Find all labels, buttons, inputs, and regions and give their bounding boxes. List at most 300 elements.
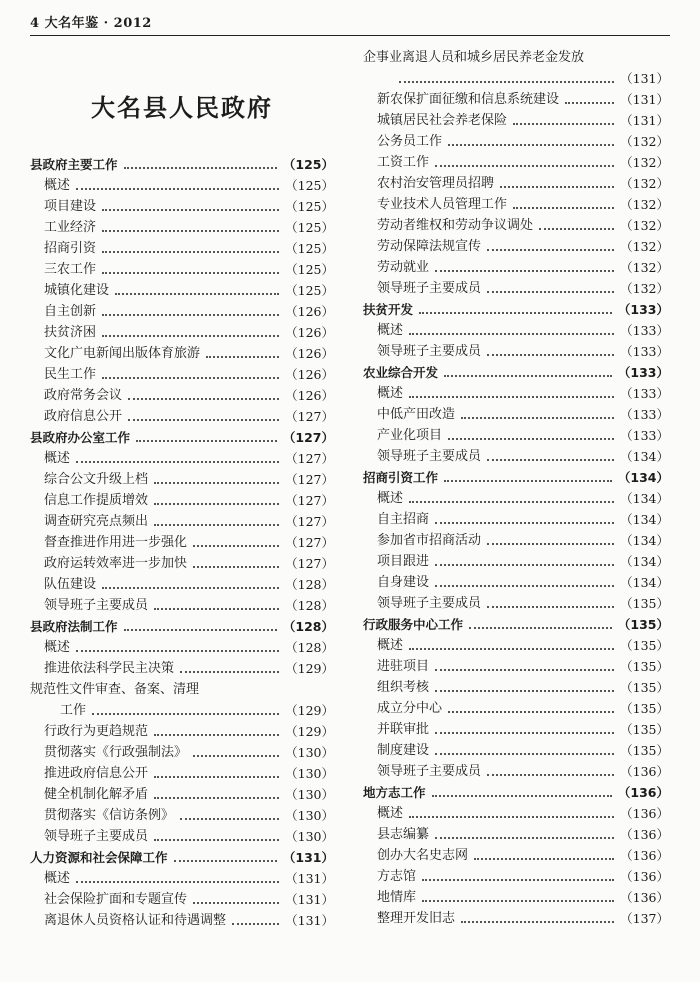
dot-leader: [435, 270, 614, 272]
toc-entry: [30, 299, 334, 320]
dot-leader: [193, 545, 279, 547]
toc-page-number: （136）: [620, 848, 669, 863]
toc-page-number: （129）: [285, 661, 334, 676]
toc-entry: [363, 570, 669, 591]
dot-leader: [500, 186, 614, 188]
dot-leader: [102, 230, 279, 232]
toc-entry: [30, 551, 334, 572]
toc-page-number: （135）: [620, 701, 669, 716]
toc-page-number: （133）: [620, 407, 669, 422]
toc-entry: [363, 906, 669, 927]
toc-page-number: （126）: [285, 304, 334, 319]
toc-entry-label: 推进政府信息公开: [44, 766, 149, 781]
toc-entry-label: 方志馆: [377, 869, 417, 884]
toc-entry-label: 扶贫济困: [44, 325, 97, 340]
dot-leader: [102, 335, 279, 337]
toc-entry: [30, 824, 334, 845]
dot-leader: [513, 207, 614, 209]
toc-entry: [363, 486, 669, 507]
toc-entry-label: 政府运转效率进一步加快: [44, 556, 188, 571]
toc-entry-label: 概述: [377, 386, 404, 401]
toc-section-heading: [363, 780, 669, 801]
dot-leader: [448, 711, 614, 713]
toc-page-number: （131）: [285, 871, 334, 886]
toc-entry-label: 信息工作提质增效: [44, 493, 149, 508]
toc-entry-label: 城镇居民社会养老保险: [377, 113, 508, 128]
dot-leader: [193, 902, 279, 904]
dot-leader: [565, 102, 614, 104]
dot-leader: [487, 249, 614, 251]
toc-entry-label: 进驻项目: [377, 659, 430, 674]
dot-leader: [444, 375, 612, 377]
toc-page-number: （133）: [620, 344, 669, 359]
toc-entry-label: 制度建设: [377, 743, 430, 758]
dot-leader: [102, 377, 279, 379]
toc-page-number: （134）: [617, 470, 669, 485]
dot-leader: [513, 123, 614, 125]
toc-entry-label: 概述: [44, 178, 71, 193]
toc-entry-label: 领导班子主要成员: [377, 449, 482, 464]
toc-entry-label: 贯彻落实《信访条例》: [44, 808, 175, 823]
toc-page-number: （134）: [620, 449, 669, 464]
toc-page-number: （128）: [285, 640, 334, 655]
dot-leader: [154, 734, 279, 736]
dot-leader: [76, 188, 279, 190]
toc-page-number: （134）: [620, 512, 669, 527]
toc-entry-label: 健全机制化解矛盾: [44, 787, 149, 802]
toc-entry-label: 行政行为更趋规范: [44, 724, 149, 739]
dot-leader: [487, 291, 614, 293]
toc-entry-label: 规范性文件审查、备案、清理: [30, 682, 200, 697]
toc-entry-label: 整理开发旧志: [377, 911, 456, 926]
toc-entry-label: 公务员工作: [377, 134, 443, 149]
toc-entry-label: 概述: [377, 806, 404, 821]
toc-entry-label: 督查推进作用进一步强化: [44, 535, 188, 550]
dot-leader: [76, 650, 279, 652]
dot-leader: [432, 795, 612, 797]
toc-entry-label: 政府常务会议: [44, 388, 123, 403]
toc-page-number: （127）: [285, 409, 334, 424]
toc-entry: [30, 194, 334, 215]
toc-entry-label: 县志编纂: [377, 827, 430, 842]
dot-leader: [180, 818, 279, 820]
toc-entry: [363, 255, 669, 276]
toc-entry-label: 劳动者维权和劳动争议调处: [377, 218, 534, 233]
dot-leader: [444, 480, 612, 482]
toc-page-number: （132）: [620, 176, 669, 191]
toc-page-number: （136）: [620, 764, 669, 779]
toc-page-number: （137）: [620, 911, 669, 926]
toc-entry-label: 综合公文升级上档: [44, 472, 149, 487]
toc-entry: [363, 549, 669, 570]
toc-entry: [363, 696, 669, 717]
toc-entry-label: 地情库: [377, 890, 417, 905]
toc-page-number: （125）: [285, 241, 334, 256]
toc-entry-label: 农业综合开发: [363, 365, 439, 380]
toc-entry: [363, 213, 669, 234]
toc-entry-label: 社会保险扩面和专题宣传: [44, 892, 188, 907]
toc-column-right: [363, 45, 669, 927]
toc-entry: [30, 530, 334, 551]
dot-leader: [461, 417, 614, 419]
toc-entry-label: 三农工作: [44, 262, 97, 277]
toc-entry-label: 产业化项目: [377, 428, 443, 443]
dot-leader: [232, 923, 279, 925]
toc-entry-label: 民生工作: [44, 367, 97, 382]
toc-entry-label: 新农保扩面征缴和信息系统建设: [377, 92, 560, 107]
toc-entry: [30, 887, 334, 908]
toc-entry: [363, 528, 669, 549]
toc-page-number: （132）: [620, 281, 669, 296]
dot-leader: [461, 921, 614, 923]
toc-page-number: （131）: [285, 892, 334, 907]
dot-leader: [539, 228, 614, 230]
toc-entry-label: 工业经济: [44, 220, 97, 235]
toc-page-number: （126）: [285, 346, 334, 361]
toc-entry-label: 推进依法科学民主决策: [44, 661, 175, 676]
toc-page-number: （128）: [282, 619, 334, 634]
dot-leader: [435, 564, 614, 566]
toc-entry-label: 行政服务中心工作: [363, 617, 464, 632]
toc-entry-label: 领导班子主要成员: [44, 598, 149, 613]
dot-leader: [409, 501, 614, 503]
toc-entry: [363, 66, 669, 87]
dot-leader: [180, 671, 279, 673]
toc-entry: [363, 171, 669, 192]
dot-leader: [102, 251, 279, 253]
toc-page-number: （127）: [285, 493, 334, 508]
running-head: 4 大名年鉴 · 2012: [30, 16, 152, 31]
dot-leader: [422, 900, 614, 902]
toc-page-number: （125）: [285, 262, 334, 277]
toc-section-heading: [30, 152, 334, 173]
toc-entry-label: 工作: [60, 703, 87, 718]
dot-leader: [435, 837, 614, 839]
dot-leader: [128, 419, 279, 421]
dot-leader: [102, 314, 279, 316]
toc-page-number: （136）: [620, 806, 669, 821]
toc-page-number: （135）: [620, 659, 669, 674]
toc-section-heading: [30, 614, 334, 635]
toc-entry: [30, 593, 334, 614]
toc-entry: [30, 236, 334, 257]
dot-leader: [487, 354, 614, 356]
dot-leader: [435, 585, 614, 587]
dot-leader: [487, 606, 614, 608]
toc-entry: [363, 801, 669, 822]
dot-leader: [419, 312, 612, 314]
dot-leader: [102, 272, 279, 274]
toc-entry: [30, 656, 334, 677]
toc-section-heading: [363, 465, 669, 486]
toc-entry: [363, 654, 669, 675]
toc-page-number: （132）: [620, 260, 669, 275]
toc-page-number: （125）: [285, 283, 334, 298]
toc-page-number: （133）: [620, 386, 669, 401]
toc-page-number: （130）: [285, 829, 334, 844]
toc-section-heading: [363, 297, 669, 318]
toc-entry: [30, 215, 334, 236]
dot-leader: [76, 461, 279, 463]
toc-entry-label: 项目建设: [44, 199, 97, 214]
toc-entry-label: 招商引资工作: [363, 470, 439, 485]
page-title: 大名县人民政府: [91, 93, 273, 122]
toc-entry-label: 政府信息公开: [44, 409, 123, 424]
toc-entry: [30, 467, 334, 488]
toc-page-number: （125）: [282, 157, 334, 172]
toc-entry: [30, 383, 334, 404]
toc-page-number: （131）: [620, 71, 669, 86]
toc-page-number: （129）: [285, 703, 334, 718]
toc-page-number: （125）: [285, 178, 334, 193]
toc-entry-label: 队伍建设: [44, 577, 97, 592]
dot-leader: [422, 879, 614, 881]
toc-page-number: （128）: [285, 598, 334, 613]
toc-entry-label: 概述: [44, 871, 71, 886]
toc-entry: [363, 822, 669, 843]
toc-entry: [363, 276, 669, 297]
toc-entry: [363, 150, 669, 171]
toc-entry-label: 离退休人员资格认证和待遇调整: [44, 913, 227, 928]
toc-entry-label: 参加省市招商活动: [377, 533, 482, 548]
toc-entry: [363, 45, 669, 66]
dot-leader: [193, 566, 279, 568]
dot-leader: [124, 629, 277, 631]
toc-entry: [363, 675, 669, 696]
toc-page-number: （134）: [620, 554, 669, 569]
toc-entry: [30, 341, 334, 362]
toc-page-number: （130）: [285, 808, 334, 823]
toc-entry-label: 工资工作: [377, 155, 430, 170]
toc-entry-label: 人力资源和社会保障工作: [30, 850, 168, 865]
toc-page-number: （135）: [620, 743, 669, 758]
toc-entry-label: 县政府主要工作: [30, 157, 118, 172]
toc-page-number: （134）: [620, 533, 669, 548]
toc-page-number: （130）: [285, 745, 334, 760]
toc-entry-label: 概述: [44, 640, 71, 655]
toc-page-number: （130）: [285, 766, 334, 781]
toc-entry: [363, 738, 669, 759]
toc-entry-label: 自身建设: [377, 575, 430, 590]
dot-leader: [193, 755, 279, 757]
toc-page-number: （135）: [617, 617, 669, 632]
toc-page-number: （131）: [282, 850, 334, 865]
toc-page-number: （136）: [620, 869, 669, 884]
dot-leader: [92, 713, 279, 715]
dot-leader: [409, 648, 614, 650]
toc-page-number: （136）: [620, 890, 669, 905]
toc-entry: [30, 908, 334, 929]
toc-page-number: （127）: [282, 430, 334, 445]
toc-entry-label: 调查研究亮点频出: [44, 514, 149, 529]
dot-leader: [115, 293, 279, 295]
toc-entry-label: 地方志工作: [363, 785, 426, 800]
toc-page-number: （131）: [620, 92, 669, 107]
dot-leader: [399, 81, 614, 83]
toc-entry-label: 概述: [44, 451, 71, 466]
toc-entry: [30, 509, 334, 530]
dot-leader: [469, 627, 612, 629]
toc-entry: [363, 864, 669, 885]
dot-leader: [435, 522, 614, 524]
toc-page-number: （126）: [285, 388, 334, 403]
toc-entry-label: 劳动保障法规宣传: [377, 239, 482, 254]
toc-entry-label: 县政府法制工作: [30, 619, 118, 634]
toc-page-number: （126）: [285, 367, 334, 382]
toc-entry: [363, 318, 669, 339]
toc-entry-label: 成立分中心: [377, 701, 443, 716]
dot-leader: [409, 333, 614, 335]
toc-column-left: [30, 152, 334, 929]
toc-entry: [363, 108, 669, 129]
toc-entry: [30, 677, 334, 698]
dot-leader: [154, 776, 279, 778]
toc-entry: [30, 257, 334, 278]
toc-page-number: （133）: [617, 302, 669, 317]
toc-entry-label: 自主创新: [44, 304, 97, 319]
toc-page-number: （135）: [620, 680, 669, 695]
toc-entry: [363, 885, 669, 906]
toc-entry: [30, 362, 334, 383]
dot-leader: [154, 503, 279, 505]
toc-page-number: （133）: [620, 428, 669, 443]
toc-page-number: （132）: [620, 218, 669, 233]
toc-entry: [30, 782, 334, 803]
toc-entry: [30, 803, 334, 824]
toc-entry: [30, 404, 334, 425]
toc-page-number: （132）: [620, 134, 669, 149]
toc-entry: [363, 717, 669, 738]
toc-entry: [30, 761, 334, 782]
toc-page-number: （134）: [620, 491, 669, 506]
dot-leader: [487, 774, 614, 776]
toc-entry: [30, 488, 334, 509]
dot-leader: [206, 356, 279, 358]
toc-entry: [30, 719, 334, 740]
toc-page-number: （129）: [285, 724, 334, 739]
toc-entry: [363, 234, 669, 255]
dot-leader: [435, 690, 614, 692]
toc-entry-label: 领导班子主要成员: [44, 829, 149, 844]
toc-entry-label: 自主招商: [377, 512, 430, 527]
toc-entry-label: 劳动就业: [377, 260, 430, 275]
dot-leader: [435, 165, 614, 167]
toc-entry: [363, 843, 669, 864]
toc-entry: [363, 129, 669, 150]
toc-entry-label: 县政府办公室工作: [30, 430, 131, 445]
toc-page-number: （127）: [285, 535, 334, 550]
dot-leader: [154, 524, 279, 526]
dot-leader: [76, 881, 279, 883]
toc-entry: [363, 591, 669, 612]
toc-page-number: （131）: [620, 113, 669, 128]
dot-leader: [154, 797, 279, 799]
toc-entry-label: 组织考核: [377, 680, 430, 695]
toc-section-heading: [30, 845, 334, 866]
toc-page-number: （127）: [285, 451, 334, 466]
toc-page-number: （134）: [620, 575, 669, 590]
toc-entry: [363, 339, 669, 360]
toc-page-number: （133）: [617, 365, 669, 380]
toc-entry: [30, 740, 334, 761]
toc-section-heading: [363, 360, 669, 381]
dot-leader: [174, 860, 277, 862]
toc-entry: [30, 635, 334, 656]
toc-entry-label: 领导班子主要成员: [377, 344, 482, 359]
toc-entry-label: 扶贫开发: [363, 302, 414, 317]
toc-entry: [363, 402, 669, 423]
toc-entry: [363, 423, 669, 444]
toc-page-number: （132）: [620, 197, 669, 212]
header-rule: [30, 35, 670, 36]
toc-page-number: （130）: [285, 787, 334, 802]
toc-entry: [363, 759, 669, 780]
toc-entry: [30, 173, 334, 194]
dot-leader: [487, 459, 614, 461]
toc-entry-label: 领导班子主要成员: [377, 281, 482, 296]
toc-entry: [363, 192, 669, 213]
toc-entry-label: 贯彻落实《行政强制法》: [44, 745, 188, 760]
dot-leader: [435, 732, 614, 734]
toc-page-number: （127）: [285, 472, 334, 487]
dot-leader: [136, 440, 277, 442]
dot-leader: [102, 587, 279, 589]
toc-page-number: （136）: [617, 785, 669, 800]
toc-entry-label: 并联审批: [377, 722, 430, 737]
toc-entry: [30, 446, 334, 467]
dot-leader: [124, 167, 277, 169]
toc-page-number: （132）: [620, 239, 669, 254]
toc-page-number: （127）: [285, 514, 334, 529]
toc-entry-label: 概述: [377, 638, 404, 653]
toc-entry-label: 概述: [377, 323, 404, 338]
toc-entry: [363, 381, 669, 402]
dot-leader: [487, 543, 614, 545]
toc-entry-label: 项目跟进: [377, 554, 430, 569]
toc-page-number: （136）: [620, 827, 669, 842]
toc-entry: [30, 572, 334, 593]
toc-page-number: （133）: [620, 323, 669, 338]
toc-page-number: （132）: [620, 155, 669, 170]
dot-leader: [409, 396, 614, 398]
toc-entry-label: 创办大名史志网: [377, 848, 469, 863]
dot-leader: [474, 858, 614, 860]
toc-entry-label: 领导班子主要成员: [377, 764, 482, 779]
toc-entry: [30, 320, 334, 341]
toc-page-number: （135）: [620, 596, 669, 611]
toc-entry: [30, 278, 334, 299]
toc-entry-label: 文化广电新闻出版体育旅游: [44, 346, 201, 361]
toc-entry: [363, 507, 669, 528]
toc-entry-label: 专业技术人员管理工作: [377, 197, 508, 212]
toc-entry-label: 城镇化建设: [44, 283, 110, 298]
dot-leader: [448, 144, 614, 146]
dot-leader: [128, 398, 279, 400]
toc-entry-label: 概述: [377, 491, 404, 506]
toc-page-number: （128）: [285, 577, 334, 592]
toc-section-heading: [363, 612, 669, 633]
dot-leader: [154, 839, 279, 841]
toc-page-number: （131）: [285, 913, 334, 928]
toc-entry-label: 企事业离退人员和城乡居民养老金发放: [363, 50, 585, 65]
toc-entry-label: 招商引资: [44, 241, 97, 256]
dot-leader: [435, 753, 614, 755]
dot-leader: [409, 816, 614, 818]
toc-entry: [30, 698, 334, 719]
dot-leader: [102, 209, 279, 211]
toc-entry: [363, 633, 669, 654]
toc-entry-label: 农村治安管理员招聘: [377, 176, 495, 191]
